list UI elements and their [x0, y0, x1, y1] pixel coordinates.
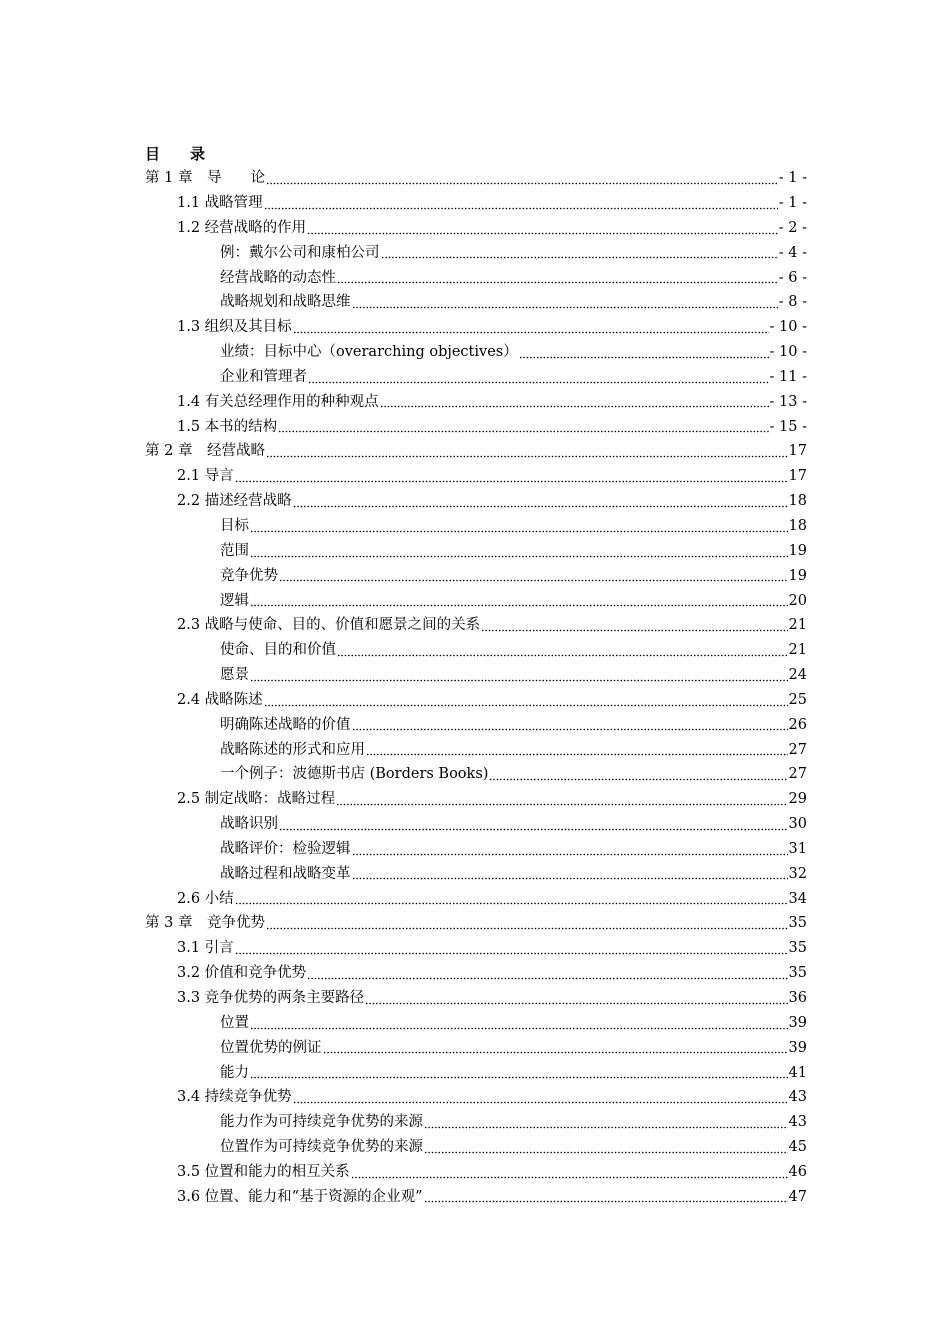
toc-page-number: 19	[788, 542, 807, 559]
dot-leader	[235, 891, 788, 905]
dot-leader	[279, 817, 788, 831]
toc-entry[interactable]	[145, 1011, 807, 1036]
toc-entry[interactable]	[145, 166, 807, 191]
dot-leader	[380, 394, 769, 408]
dot-leader	[279, 568, 788, 582]
toc-page-number: 45	[788, 1139, 807, 1156]
toc-page-number: 29	[788, 791, 807, 808]
toc-page-number: 47	[788, 1188, 807, 1205]
toc-page-number: 27	[788, 766, 807, 783]
toc-page-number: 18	[788, 517, 807, 534]
toc-entry[interactable]	[145, 489, 807, 514]
toc-entry[interactable]	[145, 588, 807, 613]
dot-leader	[307, 966, 787, 980]
dot-leader	[250, 1065, 788, 1079]
toc-page-number: - 6 -	[778, 269, 807, 286]
toc-page-number: 30	[788, 816, 807, 833]
dot-leader	[250, 593, 788, 607]
toc-page-number: 27	[788, 741, 807, 758]
toc-entry-title: 使命、目的和价值	[220, 642, 336, 659]
toc-page-number: 32	[788, 865, 807, 882]
dot-leader	[519, 345, 769, 359]
toc-page-number: - 8 -	[778, 294, 807, 311]
toc-entry-title: 范围	[220, 542, 249, 559]
toc-entry[interactable]	[145, 539, 807, 564]
toc-entry[interactable]	[145, 1085, 807, 1110]
toc-entry-title: 1.4 有关总经理作用的种种观点	[177, 393, 379, 410]
toc-page-number: 43	[788, 1089, 807, 1106]
toc-page-number: 39	[788, 1039, 807, 1056]
toc-entry-title: 位置	[220, 1014, 249, 1031]
toc-entry[interactable]	[145, 911, 807, 936]
toc-page-number: 18	[788, 493, 807, 510]
dot-leader	[266, 171, 778, 185]
toc-page-number: 46	[788, 1163, 807, 1180]
toc-entry[interactable]	[145, 464, 807, 489]
toc-entry[interactable]	[145, 414, 807, 439]
toc-page-number: - 4 -	[778, 244, 807, 261]
toc-entry-title: 第 3 章 竞争优势	[145, 915, 265, 932]
toc-entry[interactable]	[145, 514, 807, 539]
table-of-contents	[145, 166, 807, 1209]
toc-page-number: 35	[788, 915, 807, 932]
toc-entry-title: 企业和管理者	[220, 368, 307, 385]
toc-entry-title: 3.2 价值和竞争优势	[177, 965, 307, 982]
dot-leader	[293, 494, 788, 508]
toc-entry-title: 能力	[220, 1064, 249, 1081]
toc-page-number: - 15 -	[769, 418, 807, 435]
toc-entry-title: 1.3 组织及其目标	[177, 319, 292, 336]
dot-leader	[489, 767, 787, 781]
toc-page-number: - 10 -	[769, 319, 807, 336]
toc-entry[interactable]	[145, 365, 807, 390]
dot-leader	[424, 1189, 788, 1203]
toc-title: 目 录	[145, 145, 206, 163]
toc-page-number: 17	[788, 443, 807, 460]
dot-leader	[308, 370, 769, 384]
dot-leader	[264, 196, 778, 210]
dot-leader	[481, 618, 787, 632]
dot-leader	[293, 1090, 788, 1104]
toc-entry[interactable]	[145, 315, 807, 340]
toc-entry-title: 一个例子：波德斯书店 (Borders Books)	[220, 766, 489, 783]
toc-entry-title: 2.1 导言	[177, 468, 234, 485]
toc-entry-title: 战略评价：检验逻辑	[220, 840, 351, 857]
toc-page-number: 43	[788, 1114, 807, 1131]
toc-page-number: 35	[788, 965, 807, 982]
toc-entry-title: 位置优势的例证	[220, 1039, 322, 1056]
toc-entry[interactable]	[145, 713, 807, 738]
toc-page-number: 34	[788, 890, 807, 907]
toc-entry-title: 1.1 战略管理	[177, 195, 263, 212]
dot-leader	[250, 668, 788, 682]
dot-leader	[278, 419, 768, 433]
toc-entry[interactable]	[145, 191, 807, 216]
toc-page-number: - 13 -	[769, 393, 807, 410]
toc-entry-title: 1.2 经营战略的作用	[177, 219, 307, 236]
toc-entry[interactable]	[145, 837, 807, 862]
toc-entry-title: 愿景	[220, 667, 249, 684]
toc-page-number: 26	[788, 716, 807, 733]
toc-entry[interactable]	[145, 1160, 807, 1185]
dot-leader	[352, 842, 788, 856]
toc-page-number: 21	[788, 617, 807, 634]
toc-entry-title: 战略过程和战略变革	[220, 865, 351, 882]
toc-entry[interactable]	[145, 439, 807, 464]
dot-leader	[352, 717, 788, 731]
dot-leader	[266, 444, 788, 458]
toc-entry[interactable]	[145, 1060, 807, 1085]
toc-page-number: 41	[788, 1064, 807, 1081]
toc-entry-title: 1.5 本书的结构	[177, 418, 278, 435]
dot-leader	[351, 1165, 788, 1179]
dot-leader	[337, 643, 788, 657]
toc-entry-title: 2.6 小结	[177, 890, 234, 907]
dot-leader	[352, 295, 778, 309]
toc-page-number: 36	[788, 990, 807, 1007]
toc-page-number: - 11 -	[769, 368, 807, 385]
dot-leader	[337, 270, 778, 284]
toc-entry-title: 战略陈述的形式和应用	[220, 741, 365, 758]
dot-leader	[424, 1115, 788, 1129]
toc-entry-title: 业绩：目标中心（overarching objectives）	[220, 344, 518, 361]
dot-leader	[424, 1140, 788, 1154]
dot-leader	[250, 544, 788, 558]
toc-entry[interactable]	[145, 1185, 807, 1210]
toc-entry-title: 第 2 章 经营战略	[145, 443, 265, 460]
toc-entry[interactable]	[145, 613, 807, 638]
toc-entry[interactable]	[145, 762, 807, 787]
toc-entry[interactable]	[145, 564, 807, 589]
toc-entry-title: 2.2 描述经营战略	[177, 493, 292, 510]
toc-page-number: 19	[788, 567, 807, 584]
toc-page-number: - 10 -	[769, 344, 807, 361]
toc-entry[interactable]	[145, 862, 807, 887]
toc-entry[interactable]	[145, 216, 807, 241]
toc-entry[interactable]	[145, 241, 807, 266]
dot-leader	[266, 916, 788, 930]
toc-entry-title: 3.5 位置和能力的相互关系	[177, 1163, 350, 1180]
toc-entry-title: 第 1 章 导 论	[145, 170, 265, 187]
toc-entry-title: 经营战略的动态性	[220, 269, 336, 286]
toc-entry[interactable]	[145, 340, 807, 365]
dot-leader	[381, 245, 778, 259]
toc-entry-title: 3.4 持续竞争优势	[177, 1089, 292, 1106]
dot-leader	[352, 866, 788, 880]
dot-leader	[264, 693, 788, 707]
toc-page-number: 24	[788, 667, 807, 684]
dot-leader	[323, 1040, 788, 1054]
dot-leader	[307, 221, 778, 235]
toc-entry[interactable]	[145, 986, 807, 1011]
toc-entry[interactable]	[145, 265, 807, 290]
toc-page-number: 39	[788, 1014, 807, 1031]
toc-entry[interactable]	[145, 1135, 807, 1160]
toc-entry-title: 3.6 位置、能力和“基于资源的企业观”	[177, 1188, 423, 1205]
toc-entry-title: 2.4 战略陈述	[177, 691, 263, 708]
dot-leader	[336, 792, 787, 806]
toc-entry[interactable]	[145, 961, 807, 986]
toc-entry-title: 逻辑	[220, 592, 249, 609]
dot-leader	[293, 320, 769, 334]
toc-entry[interactable]	[145, 638, 807, 663]
toc-entry-title: 战略规划和战略思维	[220, 294, 351, 311]
toc-entry[interactable]	[145, 936, 807, 961]
toc-page-number: 21	[788, 642, 807, 659]
toc-entry[interactable]	[145, 886, 807, 911]
toc-entry[interactable]	[145, 1036, 807, 1061]
toc-entry[interactable]	[145, 688, 807, 713]
toc-entry[interactable]	[145, 787, 807, 812]
dot-leader	[235, 469, 788, 483]
toc-entry-title: 例：戴尔公司和康柏公司	[220, 244, 380, 261]
toc-entry-title: 明确陈述战略的价值	[220, 716, 351, 733]
toc-entry-title: 能力作为可持续竞争优势的来源	[220, 1114, 423, 1131]
toc-page-number: 31	[788, 840, 807, 857]
toc-entry-title: 2.5 制定战略：战略过程	[177, 791, 336, 808]
dot-leader	[250, 519, 788, 533]
toc-page-number: 20	[788, 592, 807, 609]
toc-entry[interactable]	[145, 290, 807, 315]
toc-entry-title: 位置作为可持续竞争优势的来源	[220, 1139, 423, 1156]
toc-page-number: 17	[788, 468, 807, 485]
toc-entry-title: 目标	[220, 517, 249, 534]
toc-page-number: 25	[788, 691, 807, 708]
toc-entry[interactable]	[145, 812, 807, 837]
toc-entry-title: 战略识别	[220, 816, 278, 833]
toc-entry[interactable]	[145, 737, 807, 762]
toc-entry[interactable]	[145, 390, 807, 415]
dot-leader	[235, 941, 788, 955]
toc-page-number: - 2 -	[778, 219, 807, 236]
toc-page-number: - 1 -	[778, 195, 807, 212]
toc-entry-title: 3.3 竞争优势的两条主要路径	[177, 990, 365, 1007]
toc-page-number: 35	[788, 940, 807, 957]
toc-entry[interactable]	[145, 663, 807, 688]
toc-page-number: - 1 -	[778, 170, 807, 187]
dot-leader	[365, 991, 787, 1005]
toc-entry-title: 3.1 引言	[177, 940, 234, 957]
dot-leader	[366, 742, 788, 756]
toc-entry-title: 竞争优势	[220, 567, 278, 584]
toc-entry[interactable]	[145, 1110, 807, 1135]
dot-leader	[250, 1016, 788, 1030]
toc-entry-title: 2.3 战略与使命、目的、价值和愿景之间的关系	[177, 617, 481, 634]
